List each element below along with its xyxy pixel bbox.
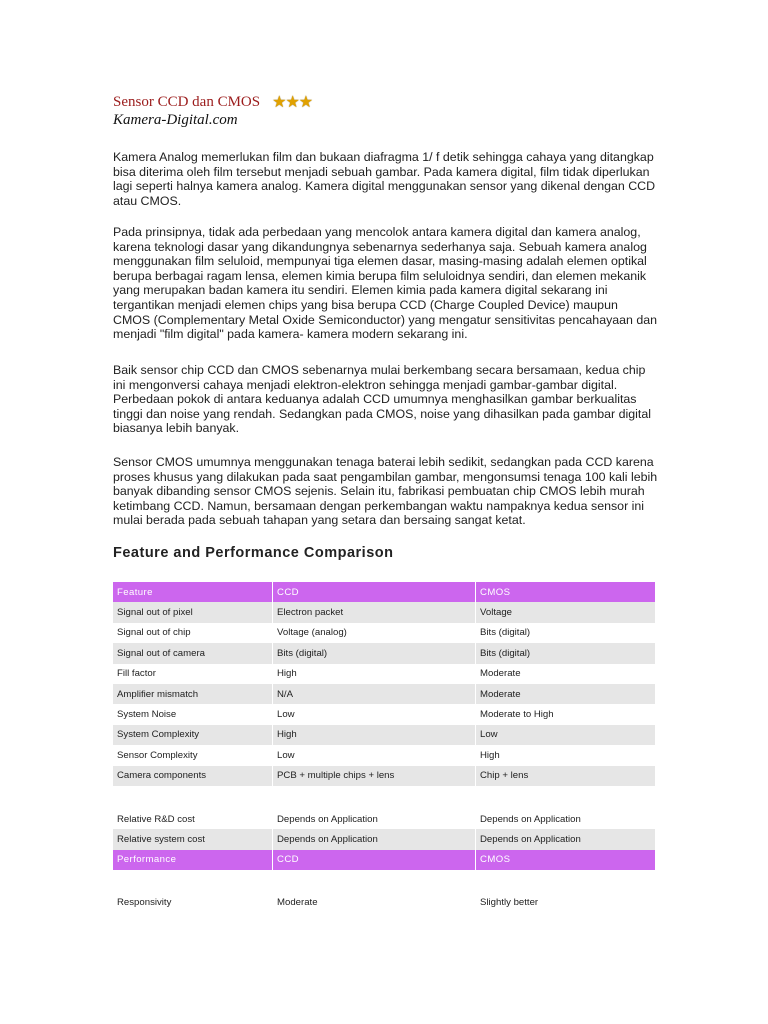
table-header-cell: CMOS	[480, 854, 511, 866]
table-cell: Signal out of camera	[113, 643, 273, 663]
table-spacer-row	[113, 870, 655, 892]
table-header-row	[113, 850, 655, 870]
table-row	[113, 684, 655, 704]
page-title: Sensor CCD dan CMOS	[113, 93, 261, 110]
table-cell: Voltage (analog)	[273, 623, 476, 643]
section-heading: Feature and Performance Comparison	[113, 545, 394, 561]
table-cell: Voltage	[480, 607, 513, 619]
table-cell: Bits (digital)	[480, 647, 531, 659]
table-cell: Depends on Application	[273, 829, 476, 849]
table-cell: Signal out of chip	[113, 623, 273, 643]
table-header-cell: CCD	[273, 850, 476, 870]
table-header-cell: CCD	[273, 582, 476, 602]
table-row	[113, 664, 655, 684]
paragraph-3: Baik sensor chip CCD dan CMOS sebenarnya mulai berkembang secara bersamaan, kedua chip ini mengonversi cahaya menjadi elektron-elektron sehingga menjadi gambar-gambar digital. Perbedaan pokok di antara keduanya adalah CCD umumnya menghasilkan gambar berkualitas tinggi dan noise yang rendah. Sedangkan pada CMOS, noise yang dihasilkan pada gambar digital biasanya lebih banyak.	[113, 363, 651, 436]
table-cell: Relative system cost	[113, 829, 273, 849]
table-spacer-row	[113, 786, 655, 809]
table-header-cell: Feature	[113, 582, 273, 602]
table-cell: Depends on Application	[480, 813, 581, 825]
rating-stars-icon: ★★★	[272, 94, 313, 111]
table-cell: Bits (digital)	[480, 627, 531, 639]
table-cell: Moderate to High	[480, 709, 554, 721]
table-row	[113, 892, 655, 912]
table-cell: Slightly better	[480, 896, 539, 908]
table-row	[113, 602, 655, 622]
paragraph-2: Pada prinsipnya, tidak ada perbedaan yang mencolok antara kamera digital dan kamera analog, karena teknologi dasar yang dikandungnya sebenarnya sederhanya saja. Sebuah kamera analog menggunakan film seluloid, mempunyai tiga elemen dasar, masing-masing adalah elemen optikal berupa berbagai ragam lensa, elemen kimia berupa film seluloidnya sendiri, dan elemen mekanik yang merupakan badan kamera itu sendiri. Elemen kimia pada kamera digital sekarang ini tergantikan menjadi elemen chips yang bisa berupa CCD (Charge Coupled Device) maupun CMOS (Complementary Metal Oxide Semiconductor) yang mengatur sensitivitas pencahayaan dan menjadi "film digital" pada kamera- kamera modern sekarang ini.	[113, 225, 658, 342]
table-row	[113, 623, 655, 643]
table-cell: Chip + lens	[480, 770, 529, 782]
table-cell: Low	[273, 704, 476, 724]
table-cell: Low	[273, 745, 476, 765]
table-cell: System Complexity	[113, 725, 273, 745]
table-cell: Moderate	[480, 688, 521, 700]
table-cell: High	[273, 664, 476, 684]
table-row	[113, 725, 655, 745]
table-cell: High	[480, 749, 500, 761]
table-cell: Moderate	[273, 892, 476, 912]
table-cell: Responsivity	[113, 892, 273, 912]
source-subtitle: Kamera-Digital.com	[113, 112, 238, 128]
table-cell: Relative R&D cost	[113, 809, 273, 829]
table-cell: Moderate	[480, 668, 521, 680]
table-cell: N/A	[273, 684, 476, 704]
table-row	[113, 829, 655, 849]
table-cell: Fill factor	[113, 664, 273, 684]
table-cell: Low	[480, 729, 498, 741]
table-cell: Amplifier mismatch	[113, 684, 273, 704]
paragraph-4: Sensor CMOS umumnya menggunakan tenaga baterai lebih sedikit, sedangkan pada CCD karena proses khusus yang dilakukan pada saat pengambilan gambar, mengonsumsi tenaga 100 kali lebih banyak dibanding sensor CMOS sejenis. Selain itu, fabrikasi pembuatan chip CMOS lebih murah ketimbang CCD. Namun, bersamaan dengan perkembangan waktu nampaknya kedua sensor ini mulai berada pada sebuah tahapan yang setara dan bersaing sangat ketat.	[113, 455, 658, 528]
table-row	[113, 745, 655, 765]
table-cell: Signal out of pixel	[113, 602, 273, 622]
table-cell: Depends on Application	[273, 809, 476, 829]
table-row	[113, 643, 655, 663]
table-row	[113, 809, 655, 829]
table-cell: Camera components	[113, 766, 273, 786]
paragraph-1: Kamera Analog memerlukan film dan bukaan diafragma 1/ f detik sehingga cahaya yang ditangkap bisa diterima oleh film tersebut menjadi sebuah gambar. Pada kamera digital, film tidak diperlukan lagi seperti halnya kamera analog. Kamera digital menggunakan sensor yang dikenal dengan CCD atau CMOS.	[113, 150, 656, 208]
table-row	[113, 766, 655, 786]
title-row	[113, 92, 312, 112]
table-header-cell: CMOS	[480, 586, 511, 598]
table-cell: Bits (digital)	[273, 643, 476, 663]
table-cell: Electron packet	[273, 602, 476, 622]
table-cell: System Noise	[113, 704, 273, 724]
table-cell: Sensor Complexity	[113, 745, 273, 765]
table-header-row	[113, 582, 655, 602]
table-cell: High	[273, 725, 476, 745]
table-cell: PCB + multiple chips + lens	[273, 766, 476, 786]
table-header-cell: Performance	[113, 850, 273, 870]
table-cell: Depends on Application	[480, 833, 581, 845]
table-row	[113, 704, 655, 724]
comparison-table	[113, 582, 655, 912]
